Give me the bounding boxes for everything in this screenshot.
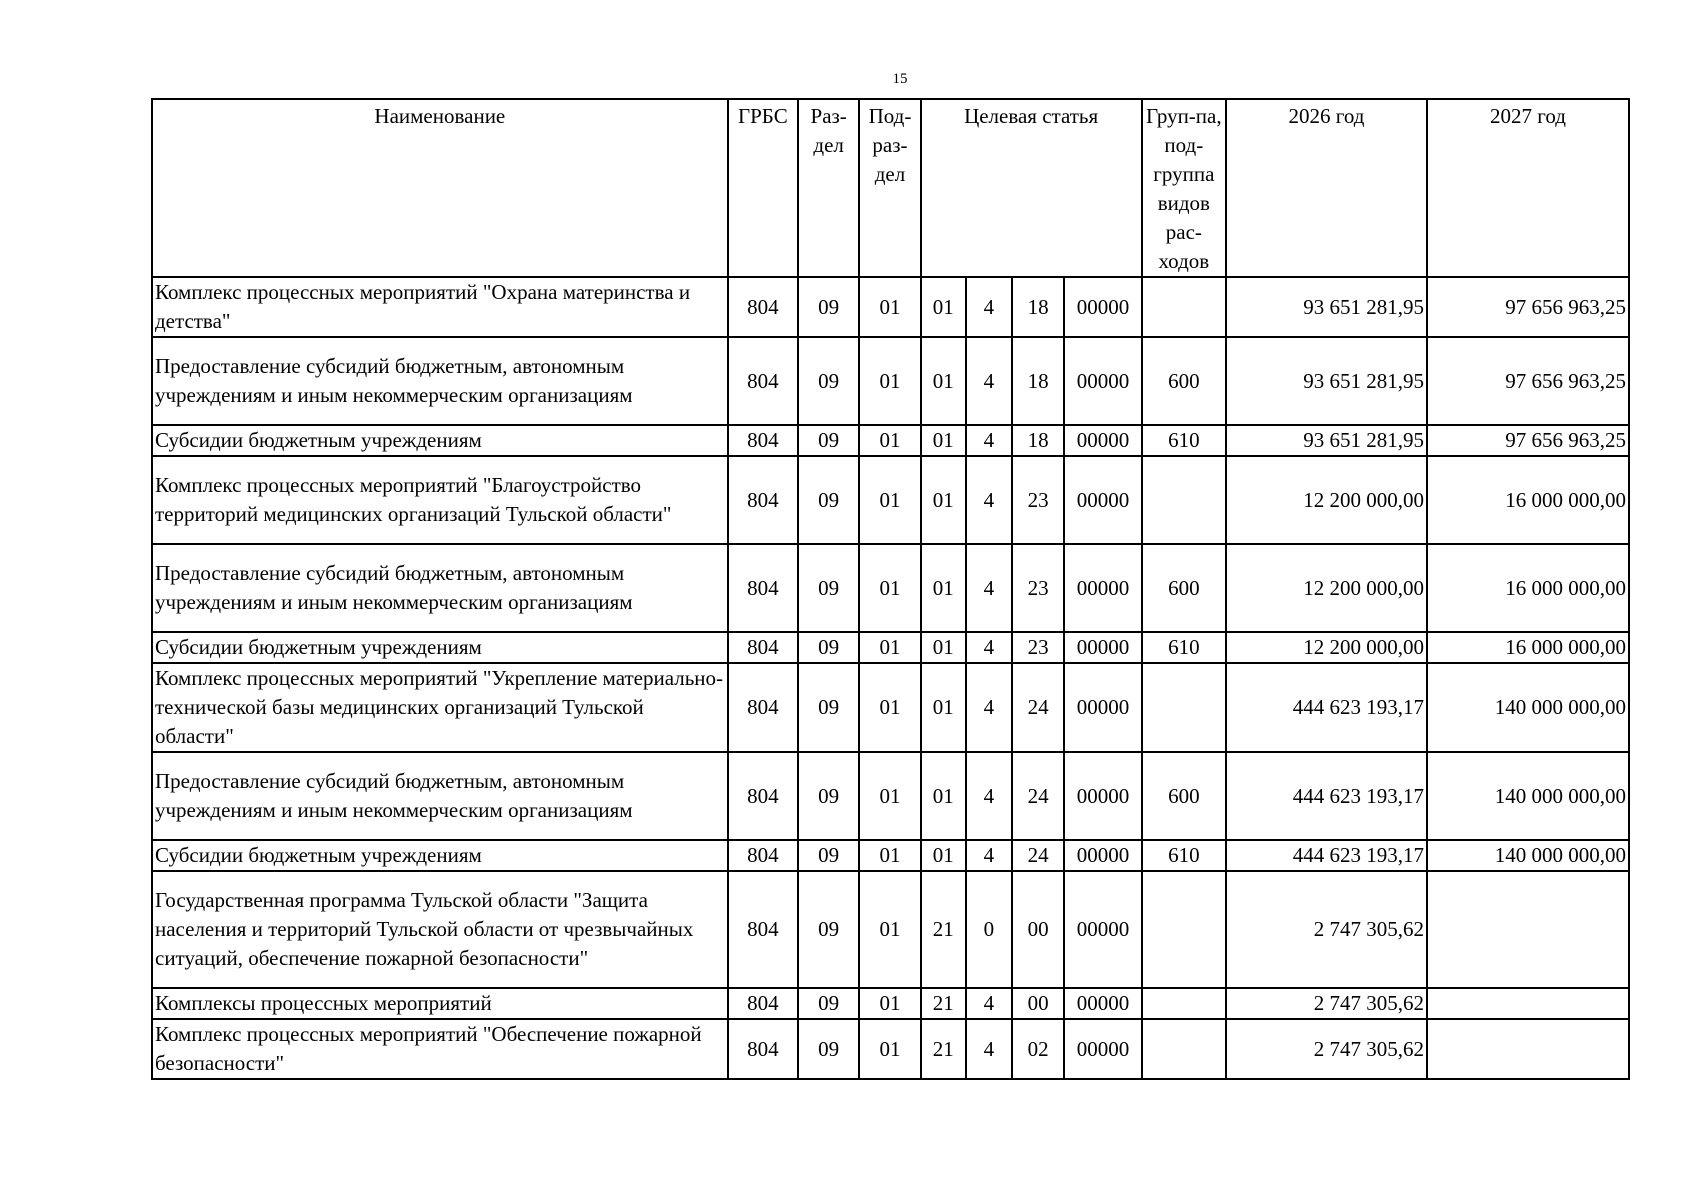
- row-amount-2027: 16 000 000,00: [1427, 544, 1629, 632]
- row-target-subprogram: 23: [1012, 544, 1064, 632]
- row-target-subprogram: 18: [1012, 425, 1064, 456]
- row-name: Субсидии бюджетным учреждениям: [152, 840, 728, 871]
- table-row: [152, 277, 1629, 337]
- row-expense-group: 610: [1142, 632, 1226, 663]
- row-grbs: 804: [728, 277, 798, 337]
- row-target-direction: 00000: [1064, 871, 1141, 988]
- row-target-type: 0: [966, 871, 1012, 988]
- row-grbs: 804: [728, 663, 798, 752]
- row-target-program: 01: [921, 663, 966, 752]
- row-amount-2027: 97 656 963,25: [1427, 425, 1629, 456]
- row-amount-2026: 2 747 305,62: [1226, 871, 1427, 988]
- row-razdel: 09: [798, 988, 859, 1019]
- row-amount-2027: [1427, 1019, 1629, 1079]
- row-amount-2027: 140 000 000,00: [1427, 840, 1629, 871]
- row-target-direction: 00000: [1064, 544, 1141, 632]
- row-target-subprogram: 18: [1012, 277, 1064, 337]
- row-expense-group: 600: [1142, 337, 1226, 425]
- row-razdel: 09: [798, 663, 859, 752]
- row-amount-2026: 444 623 193,17: [1226, 752, 1427, 840]
- row-razdel: 09: [798, 544, 859, 632]
- row-razdel: 09: [798, 752, 859, 840]
- row-target-direction: 00000: [1064, 456, 1141, 544]
- header-expense-group: Груп-па, под-группа видов рас-ходов: [1142, 99, 1226, 277]
- row-razdel: 09: [798, 632, 859, 663]
- table-row: [152, 663, 1629, 752]
- row-target-type: 4: [966, 425, 1012, 456]
- header-year-2026: 2026 год: [1226, 99, 1427, 277]
- row-target-subprogram: 18: [1012, 337, 1064, 425]
- row-name: Комплекс процессных мероприятий "Охрана материнства и детства": [152, 277, 728, 337]
- row-name: Субсидии бюджетным учреждениям: [152, 632, 728, 663]
- row-name: Комплексы процессных мероприятий: [152, 988, 728, 1019]
- row-expense-group: 600: [1142, 752, 1226, 840]
- row-target-type: 4: [966, 337, 1012, 425]
- budget-table: [151, 98, 1630, 1080]
- row-name: Предоставление субсидий бюджетным, автономным учреждениям и иным некоммерческим организациям: [152, 752, 728, 840]
- row-podrazdel: 01: [859, 840, 920, 871]
- row-expense-group: 610: [1142, 840, 1226, 871]
- row-target-subprogram: 00: [1012, 988, 1064, 1019]
- table-row: [152, 871, 1629, 988]
- header-name: Наименование: [152, 99, 728, 277]
- row-target-program: 01: [921, 425, 966, 456]
- row-grbs: 804: [728, 840, 798, 871]
- row-target-program: 21: [921, 871, 966, 988]
- row-target-subprogram: 23: [1012, 456, 1064, 544]
- row-target-type: 4: [966, 840, 1012, 871]
- row-grbs: 804: [728, 337, 798, 425]
- row-name: Государственная программа Тульской области "Защита населения и территорий Тульской области от чрезвычайных ситуаций, обеспечение пожарной безопасности": [152, 871, 728, 988]
- row-amount-2026: 12 200 000,00: [1226, 456, 1427, 544]
- row-podrazdel: 01: [859, 988, 920, 1019]
- row-expense-group: 600: [1142, 544, 1226, 632]
- row-podrazdel: 01: [859, 425, 920, 456]
- row-podrazdel: 01: [859, 752, 920, 840]
- header-grbs: ГРБС: [728, 99, 798, 277]
- row-target-direction: 00000: [1064, 1019, 1141, 1079]
- row-target-subprogram: 02: [1012, 1019, 1064, 1079]
- row-target-subprogram: 23: [1012, 632, 1064, 663]
- row-expense-group: [1142, 871, 1226, 988]
- row-target-subprogram: 00: [1012, 871, 1064, 988]
- header-podrazdel: Под-раз-дел: [859, 99, 920, 277]
- row-grbs: 804: [728, 632, 798, 663]
- row-target-direction: 00000: [1064, 277, 1141, 337]
- row-target-program: 01: [921, 456, 966, 544]
- row-target-direction: 00000: [1064, 337, 1141, 425]
- row-amount-2026: 12 200 000,00: [1226, 632, 1427, 663]
- row-amount-2026: 12 200 000,00: [1226, 544, 1427, 632]
- row-amount-2026: 2 747 305,62: [1226, 1019, 1427, 1079]
- row-expense-group: [1142, 988, 1226, 1019]
- row-target-subprogram: 24: [1012, 663, 1064, 752]
- row-name: Комплекс процессных мероприятий "Обеспечение пожарной безопасности": [152, 1019, 728, 1079]
- row-podrazdel: 01: [859, 632, 920, 663]
- row-target-subprogram: 24: [1012, 840, 1064, 871]
- row-target-type: 4: [966, 632, 1012, 663]
- row-expense-group: [1142, 277, 1226, 337]
- row-name: Комплекс процессных мероприятий "Благоустройство территорий медицинских организаций Тульской области": [152, 456, 728, 544]
- row-podrazdel: 01: [859, 1019, 920, 1079]
- row-amount-2026: 444 623 193,17: [1226, 663, 1427, 752]
- row-name: Субсидии бюджетным учреждениям: [152, 425, 728, 456]
- row-amount-2026: 93 651 281,95: [1226, 277, 1427, 337]
- row-target-program: 01: [921, 337, 966, 425]
- row-razdel: 09: [798, 840, 859, 871]
- row-amount-2027: 140 000 000,00: [1427, 663, 1629, 752]
- row-amount-2027: 97 656 963,25: [1427, 277, 1629, 337]
- table-row: [152, 988, 1629, 1019]
- row-razdel: 09: [798, 277, 859, 337]
- table-row: [152, 425, 1629, 456]
- row-target-program: 01: [921, 544, 966, 632]
- header-target-article: Целевая статья: [921, 99, 1142, 277]
- row-grbs: 804: [728, 1019, 798, 1079]
- table-row: [152, 544, 1629, 632]
- row-target-subprogram: 24: [1012, 752, 1064, 840]
- row-target-type: 4: [966, 544, 1012, 632]
- row-grbs: 804: [728, 456, 798, 544]
- row-name: Предоставление субсидий бюджетным, автономным учреждениям и иным некоммерческим организациям: [152, 544, 728, 632]
- row-name: Предоставление субсидий бюджетным, автономным учреждениям и иным некоммерческим организациям: [152, 337, 728, 425]
- row-target-direction: 00000: [1064, 752, 1141, 840]
- table-row: [152, 752, 1629, 840]
- row-podrazdel: 01: [859, 544, 920, 632]
- row-amount-2026: 2 747 305,62: [1226, 988, 1427, 1019]
- row-target-program: 01: [921, 752, 966, 840]
- table-row: [152, 337, 1629, 425]
- row-amount-2026: 93 651 281,95: [1226, 425, 1427, 456]
- page-number: 15: [892, 71, 908, 87]
- row-amount-2027: 97 656 963,25: [1427, 337, 1629, 425]
- row-amount-2026: 444 623 193,17: [1226, 840, 1427, 871]
- table-row: [152, 1019, 1629, 1079]
- header-year-2027: 2027 год: [1427, 99, 1629, 277]
- table-row: [152, 632, 1629, 663]
- row-grbs: 804: [728, 988, 798, 1019]
- row-podrazdel: 01: [859, 663, 920, 752]
- row-grbs: 804: [728, 752, 798, 840]
- row-target-type: 4: [966, 277, 1012, 337]
- row-razdel: 09: [798, 425, 859, 456]
- row-target-direction: 00000: [1064, 425, 1141, 456]
- row-expense-group: [1142, 1019, 1226, 1079]
- row-expense-group: [1142, 456, 1226, 544]
- row-grbs: 804: [728, 544, 798, 632]
- table-body: [152, 277, 1629, 1079]
- row-razdel: 09: [798, 456, 859, 544]
- row-podrazdel: 01: [859, 337, 920, 425]
- row-target-type: 4: [966, 752, 1012, 840]
- table-row: [152, 456, 1629, 544]
- row-expense-group: 610: [1142, 425, 1226, 456]
- row-expense-group: [1142, 663, 1226, 752]
- row-razdel: 09: [798, 337, 859, 425]
- table-header-row: [152, 99, 1629, 277]
- row-amount-2027: 16 000 000,00: [1427, 632, 1629, 663]
- row-podrazdel: 01: [859, 456, 920, 544]
- row-amount-2026: 93 651 281,95: [1226, 337, 1427, 425]
- row-target-direction: 00000: [1064, 663, 1141, 752]
- row-amount-2027: 140 000 000,00: [1427, 752, 1629, 840]
- row-grbs: 804: [728, 871, 798, 988]
- row-target-direction: 00000: [1064, 988, 1141, 1019]
- row-target-program: 01: [921, 632, 966, 663]
- row-amount-2027: 16 000 000,00: [1427, 456, 1629, 544]
- row-target-direction: 00000: [1064, 632, 1141, 663]
- row-amount-2027: [1427, 871, 1629, 988]
- row-target-type: 4: [966, 456, 1012, 544]
- row-target-program: 21: [921, 988, 966, 1019]
- row-razdel: 09: [798, 1019, 859, 1079]
- header-razdel: Раз-дел: [798, 99, 859, 277]
- row-target-program: 01: [921, 277, 966, 337]
- row-target-type: 4: [966, 988, 1012, 1019]
- row-target-type: 4: [966, 1019, 1012, 1079]
- row-target-type: 4: [966, 663, 1012, 752]
- row-target-direction: 00000: [1064, 840, 1141, 871]
- row-target-program: 21: [921, 1019, 966, 1079]
- row-razdel: 09: [798, 871, 859, 988]
- row-podrazdel: 01: [859, 871, 920, 988]
- row-amount-2027: [1427, 988, 1629, 1019]
- row-grbs: 804: [728, 425, 798, 456]
- row-target-program: 01: [921, 840, 966, 871]
- row-name: Комплекс процессных мероприятий "Укрепление материально-технической базы медицинских организаций Тульской области": [152, 663, 728, 752]
- table-row: [152, 840, 1629, 871]
- row-podrazdel: 01: [859, 277, 920, 337]
